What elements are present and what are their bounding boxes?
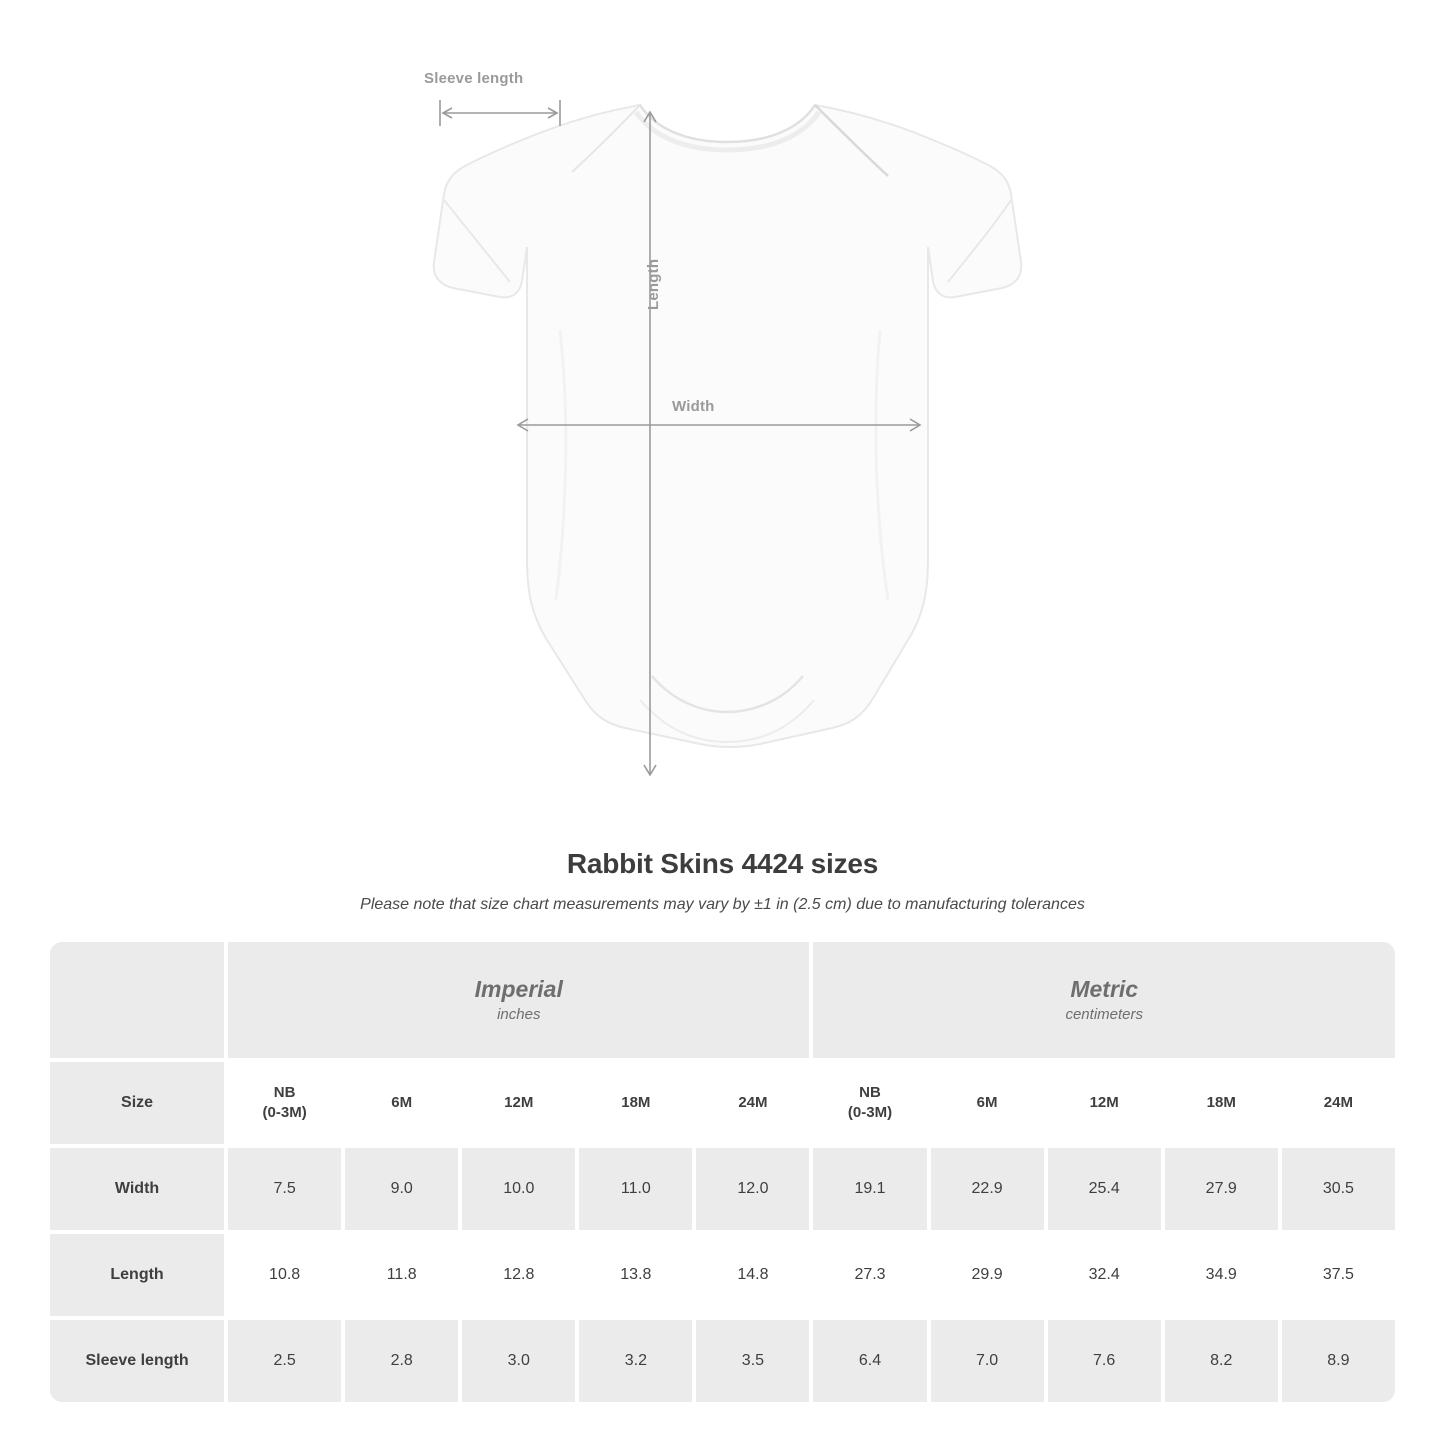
cell-length-18m-metric: 34.9 bbox=[1163, 1232, 1280, 1318]
column-header-size: Size bbox=[48, 1060, 226, 1146]
cell-length-12m-imperial: 12.8 bbox=[460, 1232, 577, 1318]
cell-width-nb-imperial: 7.5 bbox=[226, 1146, 343, 1232]
cell-length-nb-imperial: 10.8 bbox=[226, 1232, 343, 1318]
bodysuit-shape bbox=[434, 105, 1022, 747]
cell-sleeve-24m-imperial: 3.5 bbox=[694, 1318, 811, 1404]
column-header-24m-imperial: 24M bbox=[694, 1060, 811, 1146]
cell-length-6m-imperial: 11.8 bbox=[343, 1232, 460, 1318]
table-corner-cell bbox=[48, 940, 226, 1060]
sleeve-length-dimension-label: Sleeve length bbox=[424, 70, 524, 87]
table-row bbox=[48, 1232, 1397, 1318]
cell-width-12m-imperial: 10.0 bbox=[460, 1146, 577, 1232]
cell-length-6m-metric: 29.9 bbox=[929, 1232, 1046, 1318]
cell-width-24m-metric: 30.5 bbox=[1280, 1146, 1397, 1232]
column-header-18m-imperial: 18M bbox=[577, 1060, 694, 1146]
unit-group-metric bbox=[811, 940, 1397, 1060]
cell-sleeve-6m-imperial: 2.8 bbox=[343, 1318, 460, 1404]
table-row bbox=[48, 1146, 1397, 1232]
column-header-12m-imperial: 12M bbox=[460, 1060, 577, 1146]
size-chart-table bbox=[48, 940, 1397, 1404]
cell-length-24m-imperial: 14.8 bbox=[694, 1232, 811, 1318]
cell-sleeve-18m-imperial: 3.2 bbox=[577, 1318, 694, 1404]
cell-sleeve-12m-imperial: 3.0 bbox=[460, 1318, 577, 1404]
column-header-6m-imperial: 6M bbox=[343, 1060, 460, 1146]
unit-system-label: Imperial bbox=[474, 976, 563, 1003]
unit-group-imperial bbox=[226, 940, 811, 1060]
unit-measure-label: centimeters bbox=[1065, 1005, 1143, 1023]
page-title: Rabbit Skins 4424 sizes bbox=[566, 848, 879, 879]
column-header-6m-metric: 6M bbox=[929, 1060, 1046, 1146]
cell-sleeve-12m-metric: 7.6 bbox=[1046, 1318, 1163, 1404]
cell-width-18m-imperial: 11.0 bbox=[577, 1146, 694, 1232]
unit-system-label: Metric bbox=[1070, 976, 1139, 1003]
row-header-sleeve-length: Sleeve length bbox=[48, 1318, 226, 1404]
cell-sleeve-nb-metric: 6.4 bbox=[811, 1318, 928, 1404]
size-chart-table-wrapper bbox=[48, 940, 1397, 1404]
column-header-24m-metric: 24M bbox=[1280, 1060, 1397, 1146]
cell-length-nb-metric: 27.3 bbox=[811, 1232, 928, 1318]
cell-length-18m-imperial: 13.8 bbox=[577, 1232, 694, 1318]
row-header-length: Length bbox=[48, 1232, 226, 1318]
column-header-12m-metric: 12M bbox=[1046, 1060, 1163, 1146]
unit-header-row bbox=[48, 940, 1397, 1060]
cell-width-24m-imperial: 12.0 bbox=[694, 1146, 811, 1232]
cell-width-18m-metric: 27.9 bbox=[1163, 1146, 1280, 1232]
cell-length-24m-metric: 37.5 bbox=[1280, 1232, 1397, 1318]
cell-length-12m-metric: 32.4 bbox=[1046, 1232, 1163, 1318]
tolerance-note: Please note that size chart measurements may vary by ±1 in (2.5 cm) due to manufacturing tolerances bbox=[360, 896, 1085, 913]
cell-sleeve-nb-imperial: 2.5 bbox=[226, 1318, 343, 1404]
cell-sleeve-24m-metric: 8.9 bbox=[1280, 1318, 1397, 1404]
title-block bbox=[0, 848, 1445, 914]
cell-width-6m-metric: 22.9 bbox=[929, 1146, 1046, 1232]
width-dimension-label: Width bbox=[672, 398, 715, 415]
cell-width-12m-metric: 25.4 bbox=[1046, 1146, 1163, 1232]
size-header-row bbox=[48, 1060, 1397, 1146]
cell-sleeve-6m-metric: 7.0 bbox=[929, 1318, 1046, 1404]
length-dimension-label: Length bbox=[645, 258, 662, 310]
cell-width-6m-imperial: 9.0 bbox=[343, 1146, 460, 1232]
table-row bbox=[48, 1318, 1397, 1404]
column-header-nb-imperial: NB (0-3M) bbox=[226, 1060, 343, 1146]
cell-sleeve-18m-metric: 8.2 bbox=[1163, 1318, 1280, 1404]
unit-measure-label: inches bbox=[497, 1005, 541, 1023]
cell-width-nb-metric: 19.1 bbox=[811, 1146, 928, 1232]
column-header-nb-metric: NB (0-3M) bbox=[811, 1060, 928, 1146]
row-header-width: Width bbox=[48, 1146, 226, 1232]
column-header-18m-metric: 18M bbox=[1163, 1060, 1280, 1146]
